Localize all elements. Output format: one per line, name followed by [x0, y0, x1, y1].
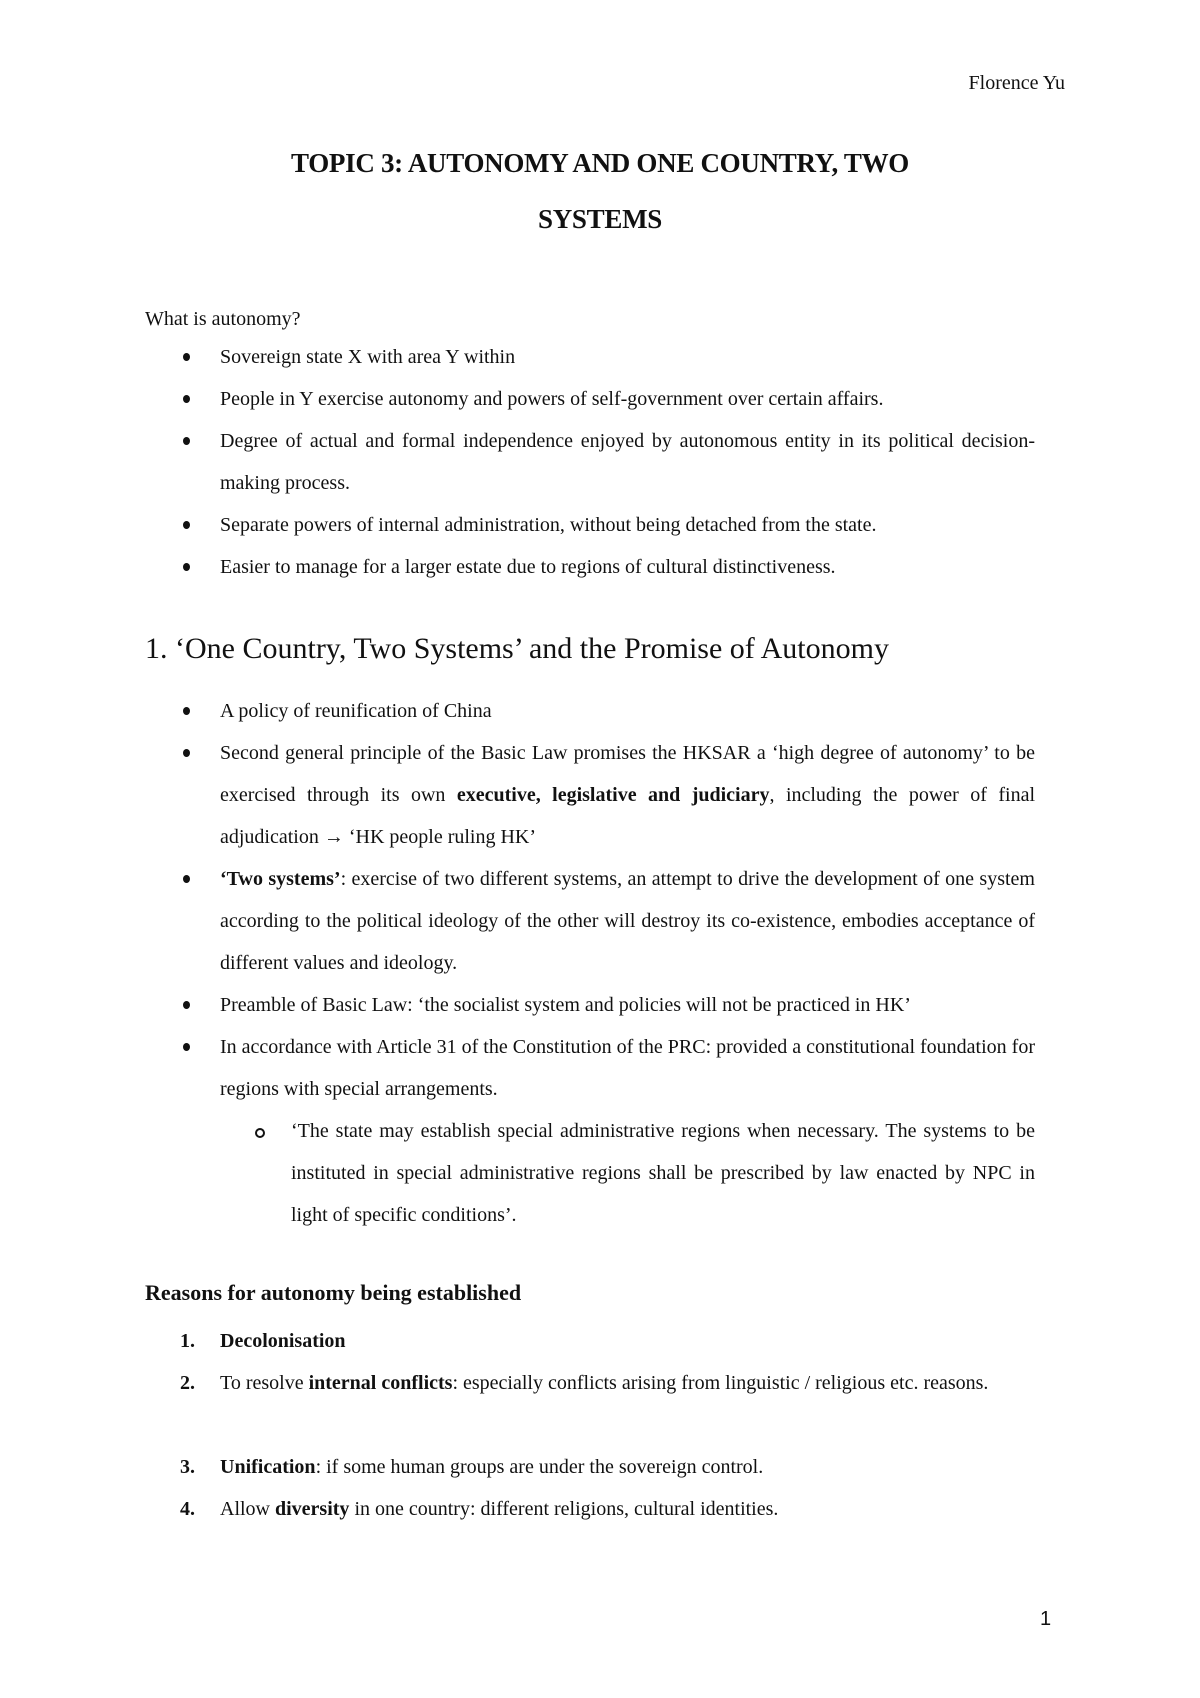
section-heading-reasons: Reasons for autonomy being established [145, 1280, 522, 1305]
document-title-line2: SYSTEMS [538, 204, 662, 234]
list-item: Degree of actual and formal independence enjoyed by autonomous entity in its political decision-making process. [220, 430, 1035, 494]
numbered-item: 4. Allow diversity in one country: different religions, cultural identities. [180, 1498, 779, 1520]
document-title-line1: TOPIC 3: AUTONOMY AND ONE COUNTRY, TWO [291, 148, 909, 178]
section-heading-1: 1. ‘One Country, Two Systems’ and the Promise of Autonomy [145, 632, 889, 665]
list-item: Sovereign state X with area Y within [220, 346, 516, 368]
list-item: ‘Two systems’: exercise of two different systems, an attempt to drive the development of one system according to the political ideology of the other will destroy its co-existence, embodies acceptance of different values and ideology. [220, 868, 1035, 974]
list-item: A policy of reunification of China [220, 700, 492, 722]
list-item: Second general principle of the Basic Law promises the HKSAR a ‘high degree of autonomy’ to be exercised through its own executive, legislative and judiciary, including the power of final adjudication → ‘HK people ruling HK’ [220, 742, 1035, 848]
numbered-item: 3. Unification: if some human groups are under the sovereign control. [180, 1456, 764, 1478]
list-item: People in Y exercise autonomy and powers of self-government over certain affairs. [220, 388, 884, 410]
numbered-item: 2. To resolve internal conflicts: especially conflicts arising from linguistic / religious etc. reasons. [180, 1372, 989, 1394]
list-item: Separate powers of internal administration, without being detached from the state. [220, 514, 877, 536]
list-item: In accordance with Article 31 of the Constitution of the PRC: provided a constitutional foundation for regions with special arrangements. [220, 1036, 1035, 1100]
list-item: Easier to manage for a larger estate due to regions of cultural distinctiveness. [220, 556, 836, 578]
intro-question: What is autonomy? [145, 308, 301, 330]
numbered-item: 1. Decolonisation [180, 1330, 346, 1352]
sub-list-item: ‘The state may establish special administrative regions when necessary. The systems to be instituted in special administrative regions shall be prescribed by law enacted by NPC in light of specific conditions’. [291, 1120, 1035, 1226]
page-number: 1 [1040, 1608, 1052, 1630]
header-author: Florence Yu [968, 72, 1065, 94]
list-item: Preamble of Basic Law: ‘the socialist system and policies will not be practiced in HK’ [220, 994, 911, 1016]
